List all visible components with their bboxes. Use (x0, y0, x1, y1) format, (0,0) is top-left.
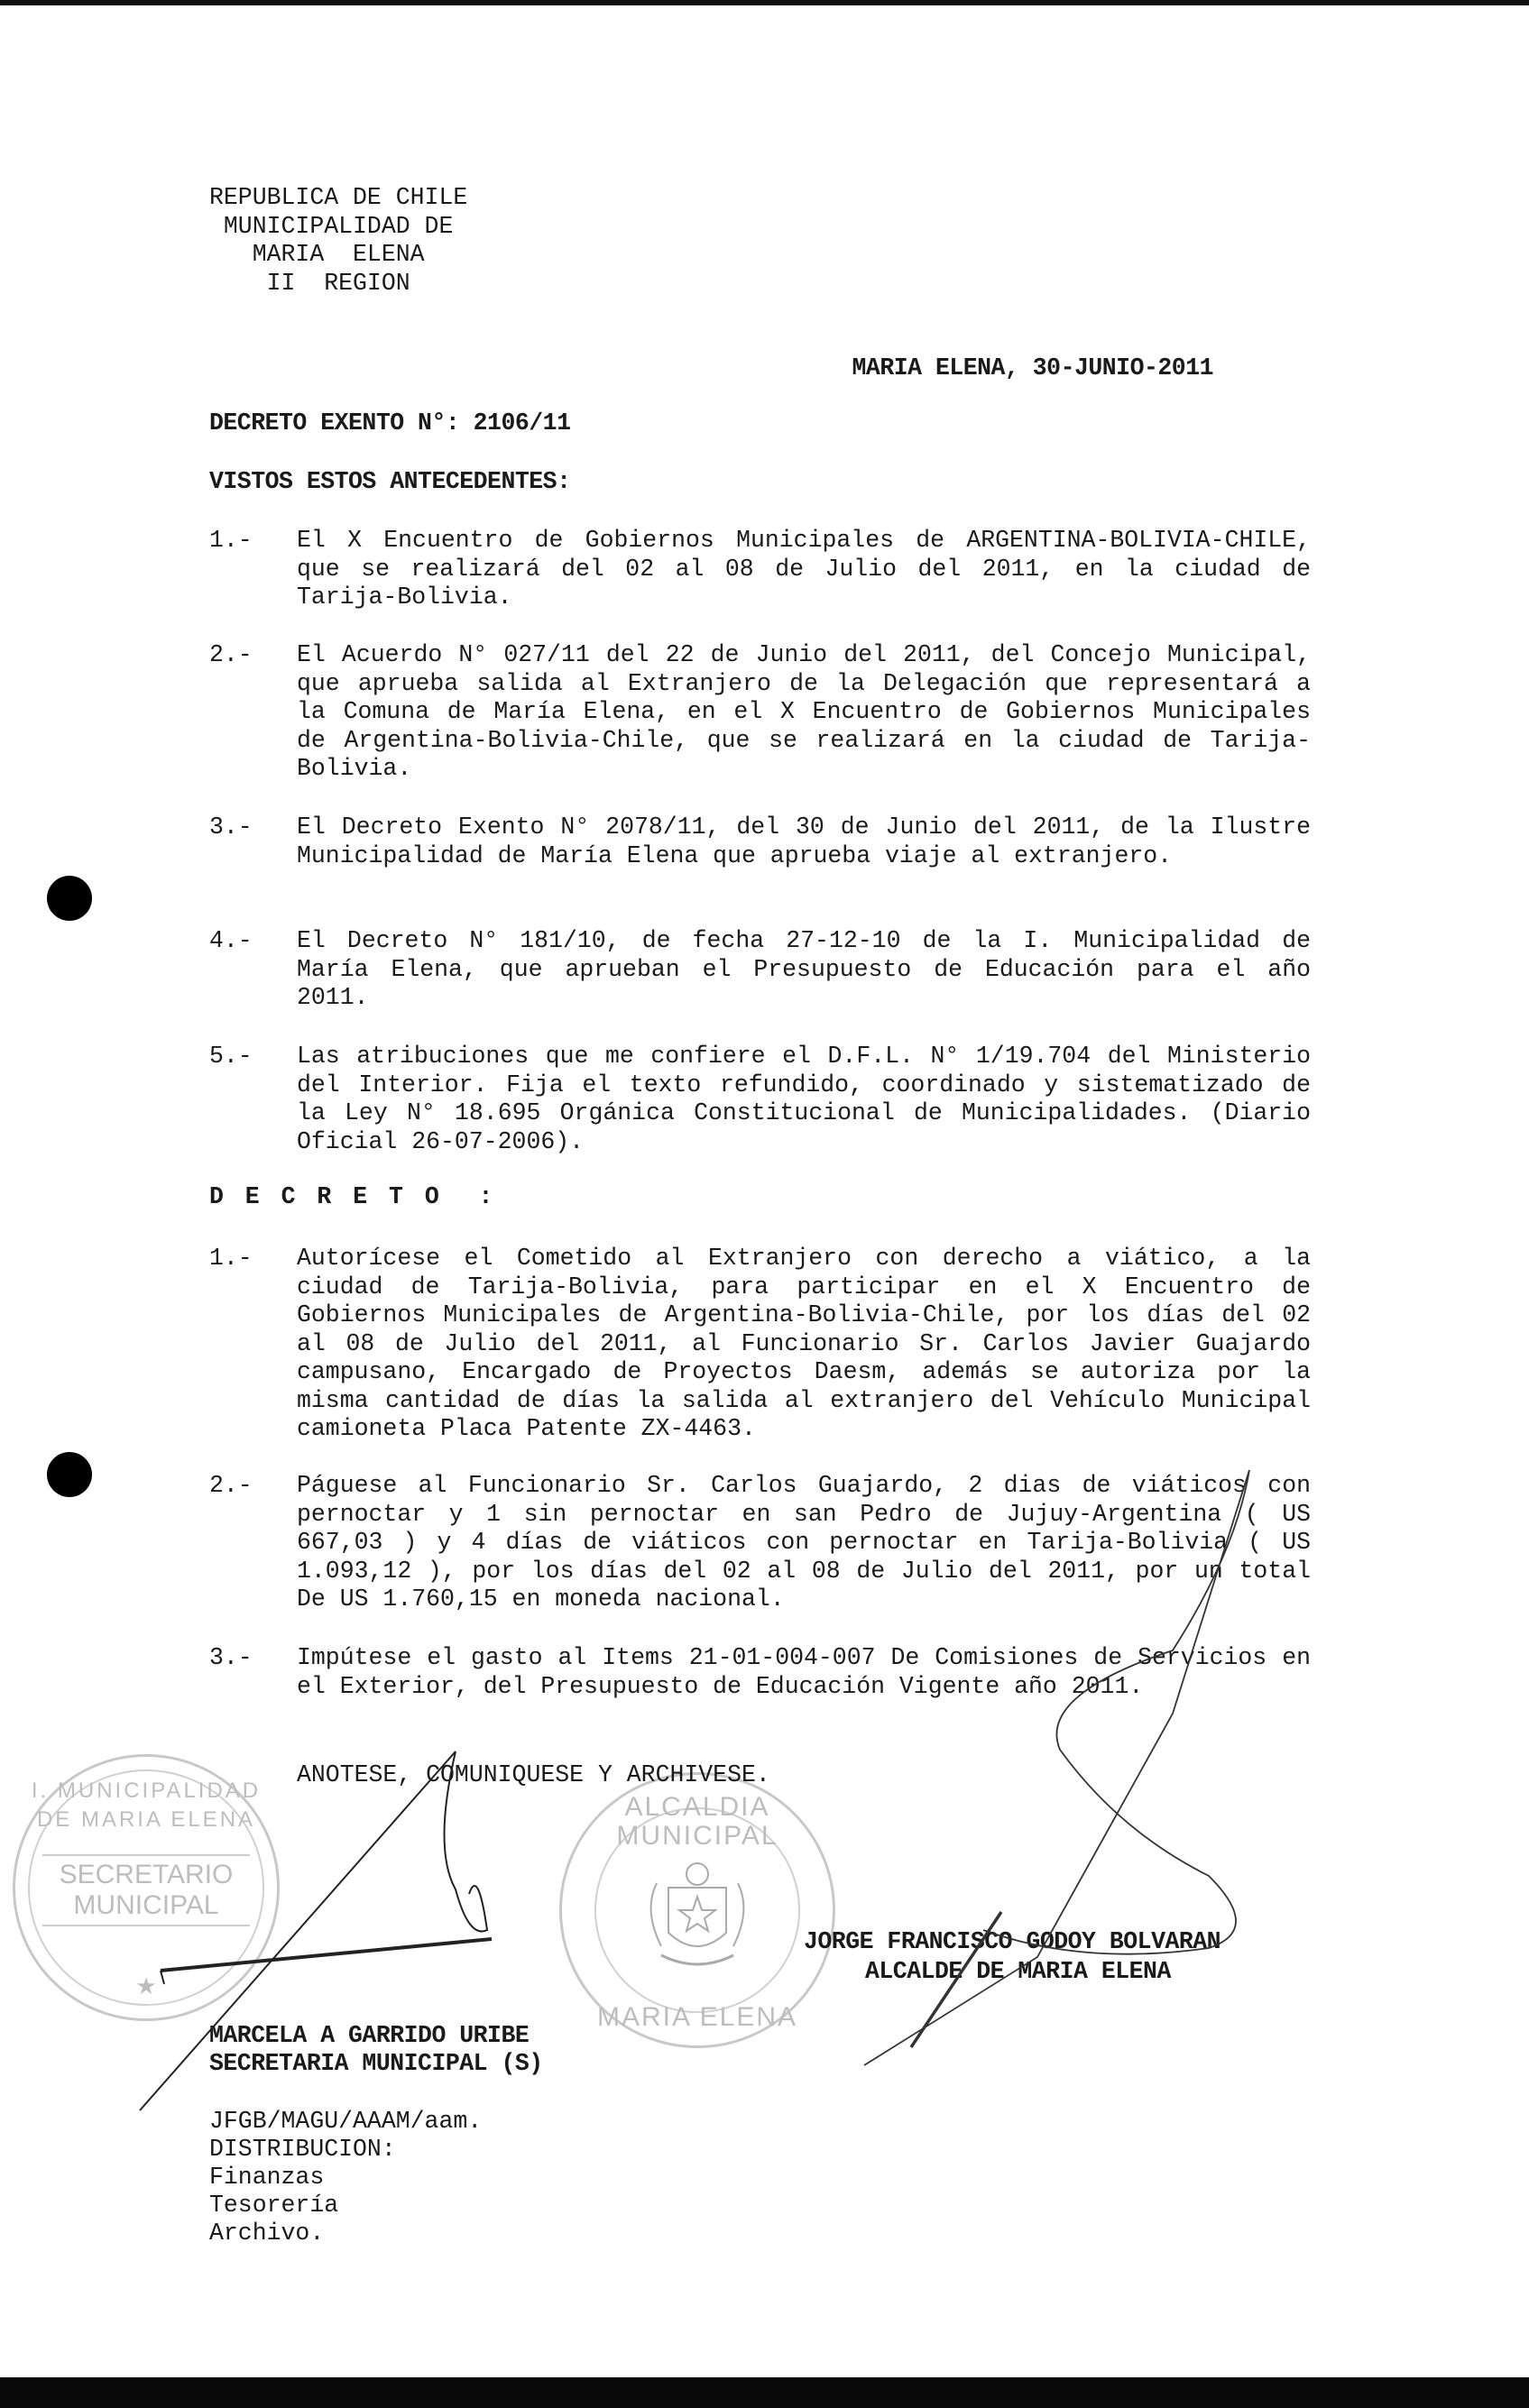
stamp-ring-text: I. MUNICIPALIDAD DE MARIA ELENA (31, 1778, 262, 1832)
stamp-top-text: ALCALDIA MUNICIPAL (616, 1792, 778, 1851)
item-number: 2.- (209, 1472, 253, 1499)
vistos-heading: VISTOS ESTOS ANTECEDENTES: (209, 468, 571, 495)
item-number: 1.- (209, 527, 253, 554)
mayor-name: JORGE FRANCISCO GODOY BOLVARAN (804, 1928, 1221, 1955)
item-text: El Decreto N° 181/10, de fecha 27-12-10 de la I. Municipalidad de María Elena, que aprueban el Presupuesto de Educación para el año 2011. (297, 927, 1311, 1011)
item-text: El Acuerdo N° 027/11 del 22 de Junio del 2011, del Concejo Municipal, que aprueba salida al Extranjero de la Delegación que representará a la Comuna de María Elena, en el X Encuentro de Gobiernos Municipales de Argentina-Bolivia-Chile, que se realizará en la ciudad de Tarija-Bolivia. (297, 641, 1311, 782)
item-number: 5.- (209, 1043, 253, 1070)
mayor-title: ALCALDE DE MARIA ELENA (865, 1958, 1171, 1985)
item-text: Las atribuciones que me confiere el D.F.L. N° 1/19.704 del Ministerio del Interior. Fija el texto refundido, coordinado y sistematizado de la Ley N° 18.695 Orgánica Constitucional de Municipalidades. (Diario Oficial 26-07-2006). (297, 1043, 1311, 1155)
scan-bottom-edge (0, 2377, 1529, 2408)
letterhead-line: II REGION (209, 269, 410, 297)
item-number: 3.- (209, 1644, 253, 1671)
mayor-stamp (559, 1772, 835, 2048)
item-text: El X Encuentro de Gobiernos Municipales de ARGENTINA-BOLIVIA-CHILE, que se realizará del 02 al 08 de Julio del 2011, en la ciudad de Tarija-Bolivia. (297, 527, 1311, 611)
stamp-bottom-text: MARIA ELENA (596, 2001, 798, 2032)
secretary-name: MARCELA A GARRIDO URIBE (209, 2022, 530, 2049)
distribution-heading: DISTRIBUCION: (209, 2136, 396, 2163)
item-number: 2.- (209, 641, 253, 668)
letterhead-line: MUNICIPALIDAD DE (209, 212, 454, 240)
secretary-stamp (13, 1754, 280, 2021)
letterhead-line: MARIA ELENA (209, 241, 425, 268)
item-number: 4.- (209, 927, 253, 954)
decree-number: DECRETO EXENTO N°: 2106/11 (209, 409, 571, 437)
scan-top-edge (0, 0, 1529, 5)
decreto-heading: D E C R E T O : (209, 1183, 497, 1210)
distribution-item: Finanzas (209, 2164, 325, 2191)
stamp-center-line: MUNICIPAL (73, 1890, 219, 1920)
stamp-center-line: SECRETARIO (59, 1860, 234, 1889)
punch-hole (47, 1452, 92, 1497)
item-number: 3.- (209, 813, 253, 841)
date-line: MARIA ELENA, 30-JUNIO-2011 (852, 354, 1213, 381)
letterhead (209, 184, 467, 298)
distribution-item: Archivo. (209, 2220, 325, 2247)
item-number: 1.- (209, 1245, 253, 1272)
coat-of-arms-icon (562, 1775, 833, 2045)
punch-hole (47, 876, 92, 921)
secretary-title: SECRETARIA MUNICIPAL (S) (209, 2050, 543, 2077)
item-text: Autorícese el Cometido al Extranjero con derecho a viático, a la ciudad de Tarija-Bolivia, para participar en el X Encuentro de Gobiernos Municipales de Argentina-Bolivia-Chile, por los días del 02 al 08 de Julio del 2011, al Funcionario Sr. Carlos Javier Guajardo campusano, Encargado de Proyectos Daesm, además se autoriza por la misma cantidad de días la salida al extranjero del Vehículo Municipal camioneta Placa Patente ZX-4463. (297, 1245, 1311, 1442)
item-text: Páguese al Funcionario Sr. Carlos Guajardo, 2 dias de viáticos con pernoctar y 1 sin pernoctar en san Pedro de Jujuy-Argentina ( US 667,03 ) y 4 días de viáticos con pernoctar en Tarija-Bolivia ( US 1.093,12 ), por los días del 02 al 08 de Julio del 2011, por un total De US 1.760,15 en moneda nacional. (297, 1472, 1311, 1613)
reference-initials: JFGB/MAGU/AAAM/aam. (209, 2108, 483, 2135)
distribution-item: Tesorería (209, 2192, 339, 2219)
letterhead-line: REPUBLICA DE CHILE (209, 184, 468, 211)
closing-formula: ANOTESE, COMUNIQUESE Y ARCHIVESE. (297, 1761, 770, 1788)
item-text: Impútese el gasto al Items 21-01-004-007 De Comisiones de Servicios en el Exterior, del Presupuesto de Educación Vigente año 2011. (297, 1644, 1311, 1700)
star-icon: ★ (135, 1971, 157, 1999)
item-text: El Decreto Exento N° 2078/11, del 30 de Junio del 2011, de la Ilustre Municipalidad de María Elena que aprueba viaje al extranjero. (297, 813, 1311, 869)
